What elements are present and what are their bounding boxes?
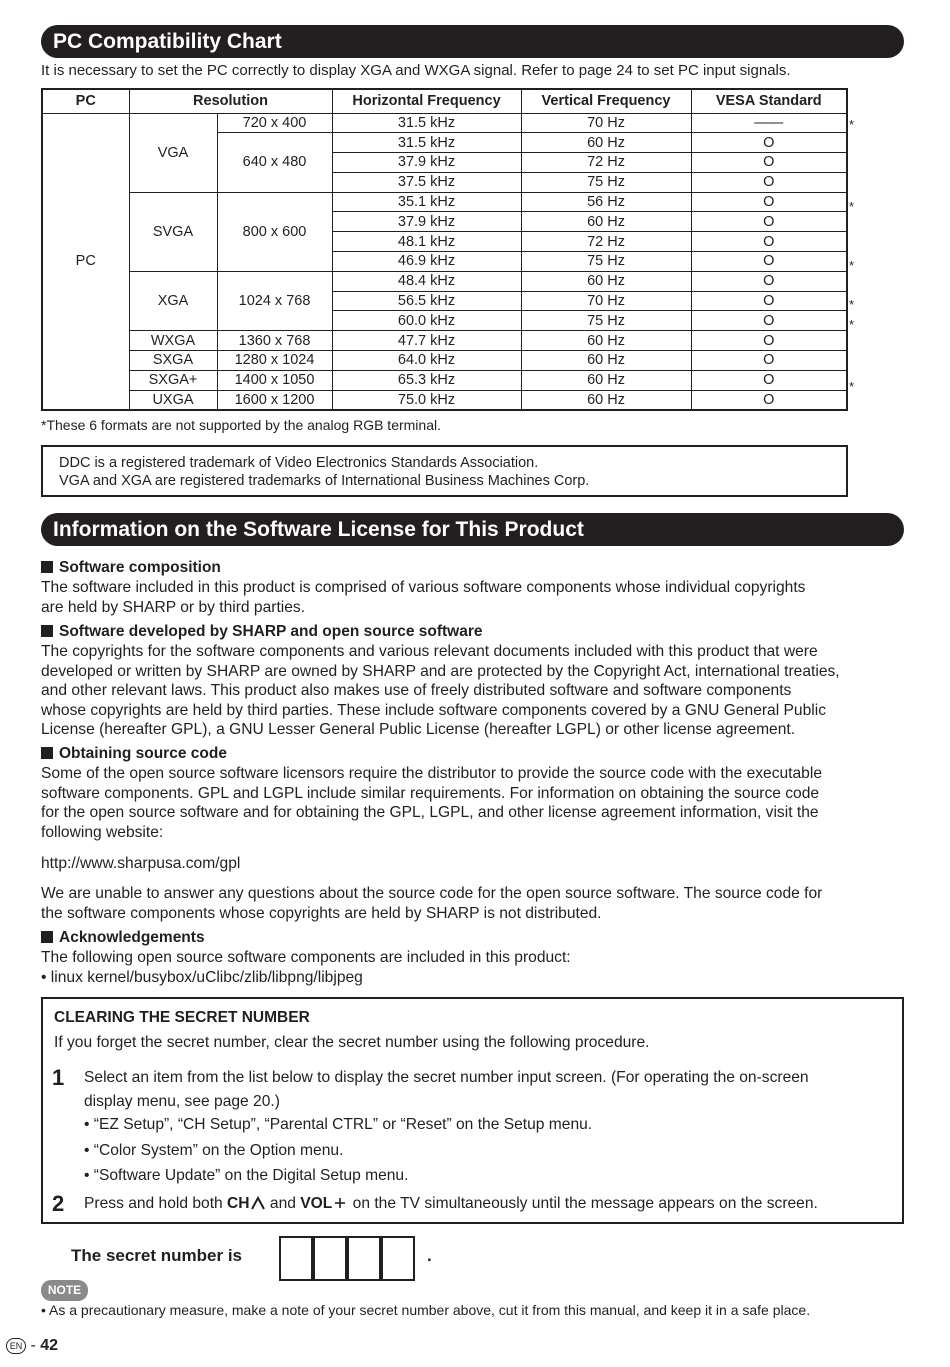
- step-number: 2: [52, 1191, 65, 1216]
- square-bullet-icon: [41, 931, 53, 943]
- h-freq-cell: 37.9 kHz: [332, 212, 521, 232]
- list-item: • “EZ Setup”, “CH Setup”, “Parental CTRL” or “Reset” on the Setup menu.: [84, 1116, 593, 1133]
- resolution-cell: 1280 x 1024: [217, 351, 332, 371]
- table-row: [42, 271, 847, 291]
- resolution-cell: 1600 x 1200: [217, 390, 332, 410]
- square-bullet-icon: [41, 625, 53, 637]
- composition-heading-text: Software composition: [59, 559, 221, 576]
- composition-heading: [41, 559, 221, 577]
- text-line: and other relevant laws. This product also makes use of freely distributed software and software components: [41, 682, 792, 699]
- square-bullet-icon: [41, 561, 53, 573]
- square-bullet-icon: [41, 747, 53, 759]
- v-freq-cell: 60 Hz: [521, 331, 691, 351]
- note-text: • As a precautionary measure, make a note of your secret number above, cut it from this manual, and keep it in a safe place.: [41, 1302, 811, 1318]
- v-freq-cell: 75 Hz: [521, 172, 691, 192]
- gpl-url[interactable]: [41, 854, 907, 874]
- v-freq-cell: 75 Hz: [521, 311, 691, 331]
- secret-intro: If you forget the secret number, clear the secret number using the following procedure.: [54, 1034, 650, 1051]
- asterisk-marker: *: [849, 317, 855, 332]
- asterisk-marker: *: [849, 199, 855, 214]
- table-row: [42, 390, 847, 410]
- group-cell: UXGA: [129, 390, 217, 410]
- h-freq-cell: 56.5 kHz: [332, 291, 521, 311]
- h-freq-cell: 31.5 kHz: [332, 133, 521, 153]
- pc-compatibility-table: [41, 88, 848, 411]
- list-item: • “Software Update” on the Digital Setup menu.: [84, 1167, 409, 1184]
- table-footnote: *These 6 formats are not supported by the analog RGB terminal.: [41, 417, 441, 433]
- vesa-cell: ——: [691, 113, 847, 133]
- text-line: the software components whose copyrights are held by SHARP is not distributed.: [41, 904, 602, 922]
- text-line: License (hereafter GPL), a GNU Lesser General Public License (hereafter LGPL) or other license agreement.: [41, 721, 796, 738]
- asterisk-marker: *: [849, 297, 855, 312]
- text-line: whose copyrights are held by third parties. These include software components covered by a GNU General Public: [41, 701, 827, 719]
- table-row: [42, 370, 847, 390]
- page-footer: [6, 1337, 58, 1355]
- secret-number-label: The secret number is: [71, 1246, 243, 1265]
- secret-number-box: [41, 997, 904, 1224]
- ch-up-icon: [250, 1196, 266, 1210]
- resolution-cell: 1400 x 1050: [217, 370, 332, 390]
- vesa-cell: O: [691, 133, 847, 153]
- h-freq-cell: 35.1 kHz: [332, 192, 521, 212]
- v-freq-cell: 60 Hz: [521, 370, 691, 390]
- v-freq-cell: 60 Hz: [521, 133, 691, 153]
- developed-heading-text: Software developed by SHARP and open source software: [59, 623, 483, 640]
- group-cell: SXGA+: [129, 370, 217, 390]
- group-cell: XGA: [129, 271, 217, 330]
- group-cell: SXGA: [129, 351, 217, 371]
- resolution-cell: 640 x 480: [217, 133, 332, 192]
- resolution-cell: 800 x 600: [217, 192, 332, 271]
- h-freq-cell: 37.5 kHz: [332, 172, 521, 192]
- group-cell: VGA: [129, 113, 217, 192]
- h-freq-cell: 31.5 kHz: [332, 113, 521, 133]
- trademark-box: [41, 445, 848, 497]
- asterisk-marker: *: [849, 379, 855, 394]
- pc-chart-title: PC Compatibility Chart: [41, 25, 904, 58]
- table-row: [42, 113, 847, 133]
- h-freq-cell: 46.9 kHz: [332, 252, 521, 272]
- ack-heading-text: Acknowledgements: [59, 929, 205, 946]
- h-freq-cell: 65.3 kHz: [332, 370, 521, 390]
- vesa-cell: O: [691, 232, 847, 252]
- footer-separator: -: [30, 1337, 36, 1354]
- v-freq-cell: 60 Hz: [521, 351, 691, 371]
- text-line: for the open source software and for obtaining the GPL, LGPL, and other license agreement information, visit the: [41, 804, 819, 821]
- vesa-cell: O: [691, 212, 847, 232]
- vesa-cell: O: [691, 291, 847, 311]
- ack-heading: [41, 929, 205, 947]
- v-freq-cell: 72 Hz: [521, 153, 691, 173]
- v-freq-cell: 72 Hz: [521, 232, 691, 252]
- text-line: We are unable to answer any questions about the source code for the open source software. The source code for: [41, 885, 823, 902]
- step-1-text: [84, 1066, 809, 1114]
- text-line: Some of the open source software licensors require the distributor to provide the source code with the executable: [41, 765, 822, 782]
- h-freq-cell: 60.0 kHz: [332, 311, 521, 331]
- vesa-cell: O: [691, 331, 847, 351]
- table-row: [42, 192, 847, 212]
- group-cell: SVGA: [129, 192, 217, 271]
- page-number: 42: [40, 1337, 59, 1354]
- v-freq-cell: 60 Hz: [521, 212, 691, 232]
- text-span: and: [265, 1195, 301, 1212]
- language-en-icon: EN: [6, 1338, 26, 1354]
- pc-chart-intro: It is necessary to set the PC correctly to display XGA and WXGA signal. Refer to page 24 to set PC input signals.: [41, 62, 791, 79]
- note-badge: NOTE: [41, 1280, 88, 1301]
- text-line: The following open source software components are included in this product:: [41, 949, 571, 966]
- secret-digit-box: [279, 1236, 313, 1281]
- step-number: 1: [52, 1065, 65, 1090]
- vesa-cell: O: [691, 192, 847, 212]
- vesa-cell: O: [691, 351, 847, 371]
- vesa-cell: O: [691, 311, 847, 331]
- secret-title: CLEARING THE SECRET NUMBER: [54, 1009, 310, 1026]
- step-2-text: [84, 1192, 818, 1216]
- resolution-cell: 720 x 400: [217, 113, 332, 133]
- text-line: The software included in this product is comprised of various software components whose individual copyrights: [41, 579, 806, 596]
- pc-cell: PC: [42, 113, 129, 410]
- v-freq-cell: 60 Hz: [521, 271, 691, 291]
- vesa-cell: O: [691, 172, 847, 192]
- col-header-vesa-standard: VESA Standard: [691, 89, 847, 113]
- h-freq-cell: 48.4 kHz: [332, 271, 521, 291]
- text-line: following website:: [41, 823, 164, 841]
- text-line: are held by SHARP or by third parties.: [41, 598, 306, 616]
- ch-label: CH: [227, 1195, 250, 1212]
- asterisk-marker: *: [849, 258, 855, 273]
- vesa-cell: O: [691, 390, 847, 410]
- col-header-horizontal-frequency: Horizontal Frequency: [332, 89, 521, 113]
- source-paragraph: [41, 764, 907, 842]
- h-freq-cell: 64.0 kHz: [332, 351, 521, 371]
- col-header-pc: PC: [42, 89, 129, 113]
- h-freq-cell: 48.1 kHz: [332, 232, 521, 252]
- source-heading-text: Obtaining source code: [59, 745, 227, 762]
- v-freq-cell: 70 Hz: [521, 291, 691, 311]
- secret-period: .: [427, 1246, 432, 1265]
- developed-paragraph: [41, 642, 907, 740]
- text-line: developed or written by SHARP are owned by SHARP and are protected by the Copyright Act, international treaties,: [41, 662, 840, 680]
- resolution-cell: 1024 x 768: [217, 271, 332, 330]
- text-span: Press and hold both: [84, 1195, 228, 1212]
- col-header-vertical-frequency: Vertical Frequency: [521, 89, 691, 113]
- list-item: • “Color System” on the Option menu.: [84, 1142, 344, 1159]
- v-freq-cell: 70 Hz: [521, 113, 691, 133]
- vesa-cell: O: [691, 370, 847, 390]
- vesa-cell: O: [691, 252, 847, 272]
- text-line: The copyrights for the software components and various relevant documents included with this product that were: [41, 643, 818, 660]
- source-heading: [41, 745, 227, 763]
- h-freq-cell: 75.0 kHz: [332, 390, 521, 410]
- trademark-line: DDC is a registered trademark of Video Electronics Standards Association.: [59, 455, 539, 471]
- developed-heading: [41, 623, 482, 641]
- text-line: display menu, see page 20.): [84, 1093, 280, 1110]
- table-row: [42, 351, 847, 371]
- ack-paragraph: [41, 948, 907, 987]
- table-row: [42, 331, 847, 351]
- secret-digit-box: [347, 1236, 381, 1281]
- resolution-cell: 1360 x 768: [217, 331, 332, 351]
- v-freq-cell: 75 Hz: [521, 252, 691, 272]
- text-line: • linux kernel/busybox/uClibc/zlib/libpng/libjpeg: [41, 968, 363, 986]
- composition-paragraph: [41, 578, 907, 617]
- vol-plus-icon: [332, 1196, 348, 1210]
- h-freq-cell: 37.9 kHz: [332, 153, 521, 173]
- trademark-line: VGA and XGA are registered trademarks of International Business Machines Corp.: [59, 473, 590, 489]
- vesa-cell: O: [691, 153, 847, 173]
- vesa-cell: O: [691, 271, 847, 291]
- text-line: software components. GPL and LGPL include similar requirements. For information on obtaining the source code: [41, 784, 820, 802]
- text-line: Select an item from the list below to display the secret number input screen. (For operating the on-screen: [84, 1069, 809, 1086]
- col-header-resolution: Resolution: [129, 89, 332, 113]
- secret-digit-box: [381, 1236, 415, 1281]
- group-cell: WXGA: [129, 331, 217, 351]
- license-title: Information on the Software License for This Product: [41, 513, 904, 546]
- h-freq-cell: 47.7 kHz: [332, 331, 521, 351]
- v-freq-cell: 56 Hz: [521, 192, 691, 212]
- secret-digit-box: [313, 1236, 347, 1281]
- asterisk-marker: *: [849, 117, 855, 132]
- unable-paragraph: [41, 884, 907, 923]
- text-span: on the TV simultaneously until the message appears on the screen.: [348, 1195, 818, 1212]
- table-header-row: [42, 89, 847, 113]
- vol-label: VOL: [300, 1195, 333, 1212]
- v-freq-cell: 60 Hz: [521, 390, 691, 410]
- url-text[interactable]: http://www.sharpusa.com/gpl: [41, 855, 241, 872]
